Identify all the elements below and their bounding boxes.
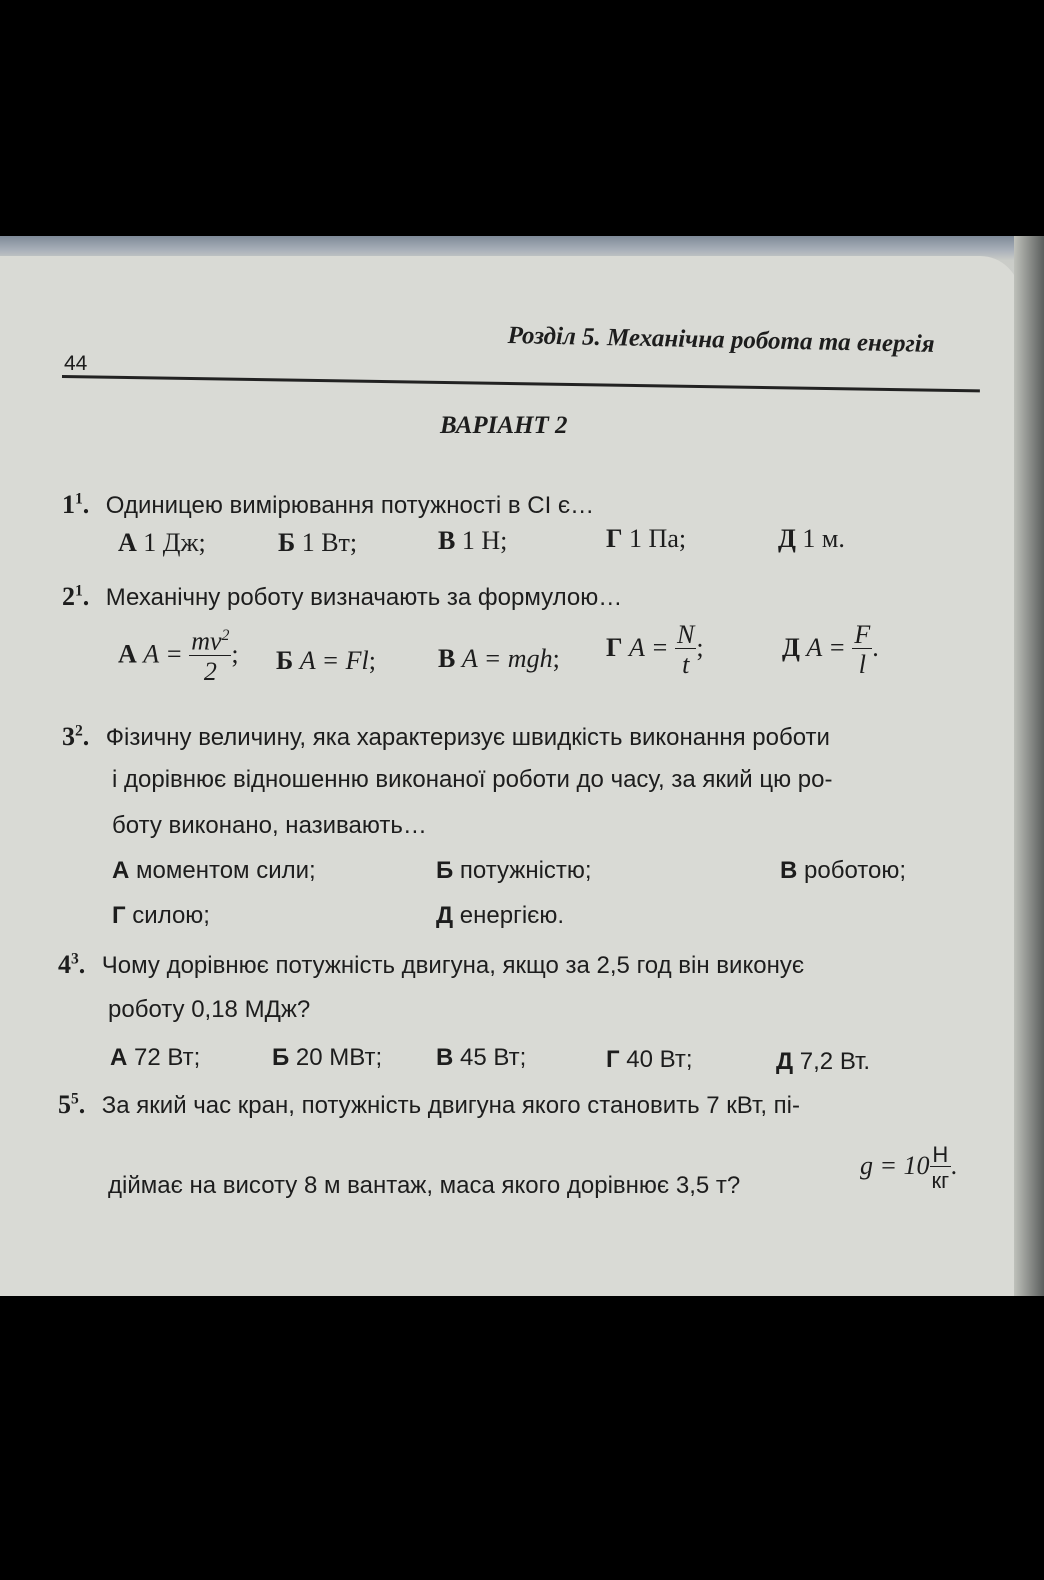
q2-option-d-fraction: $\frac{F}{l}$ <box>854 620 871 679</box>
q2-option-d: Д A = $\frac{F}{l}$ . <box>782 620 879 679</box>
q3-option-d: Д енергією. <box>436 902 565 929</box>
question-4-number: 4 <box>58 950 71 979</box>
question-2: $2^1$. Механічну роботу визначають за формулою… <box>62 582 623 611</box>
q2-option-g-fraction: $\frac{N}{t}$ <box>677 620 695 679</box>
q4-option-g: Г 40 Вт; <box>606 1046 693 1073</box>
variant-title: ВАРІАНТ 2 <box>440 412 568 439</box>
question-5-g-formula: g = 10 $\frac{Н}{кг}$ . <box>860 1142 958 1193</box>
question-4-line-1: Чому дорівнює потужність двигуна, якщо за 2,5 год він виконує <box>101 952 805 979</box>
q3-option-g: Г силою; <box>112 902 210 929</box>
question-4: $4^3$. Чому дорівнює потужність двигуна, якщо за 2,5 год він виконує <box>58 950 805 979</box>
question-3: $3^2$. Фізичну величину, яка характеризує швидкість виконання роботи <box>62 722 830 751</box>
question-1-text: Одиницею вимірювання потужності в СІ є… <box>105 492 595 519</box>
page-edge <box>1014 236 1044 1296</box>
q2-option-b: Б A = Fl; <box>276 646 376 675</box>
q1-option-g: Г 1 Па; <box>606 524 687 553</box>
question-5-line-1: За який час кран, потужність двигуна якого становить 7 кВт, пі- <box>101 1092 800 1119</box>
question-2-number: 2 <box>62 582 75 611</box>
q3-option-a: А моментом сили; <box>112 857 316 884</box>
question-5-line-2: діймає на висоту 8 м вантаж, маса якого дорівнює 3,5 т? <box>108 1172 741 1199</box>
g-unit-fraction: $\frac{Н}{кг}$ <box>931 1142 950 1193</box>
q2-option-v: В A = mgh; <box>438 644 560 673</box>
question-3-level: 2 <box>75 722 83 740</box>
q4-option-a: А 72 Вт; <box>110 1044 201 1071</box>
q1-option-a: А 1 Дж; <box>118 528 206 557</box>
question-3-number: 3 <box>62 722 75 751</box>
q3-option-v: В роботою; <box>780 857 907 884</box>
question-5-number: 5 <box>58 1090 71 1119</box>
q1-option-v: В 1 Н; <box>438 526 508 555</box>
question-3-line-1: Фізичну величину, яка характеризує швидкість виконання роботи <box>105 724 830 751</box>
question-3-line-2: і дорівнює відношенню виконаної роботи до часу, за який цю ро- <box>112 766 833 793</box>
page-number: 44 <box>64 352 88 375</box>
question-2-text: Механічну роботу визначають за формулою… <box>105 584 623 611</box>
question-1-number: 1 <box>62 490 75 519</box>
q3-option-b: Б потужністю; <box>436 857 592 884</box>
question-5-level: 5 <box>71 1090 79 1108</box>
q4-option-v: В 45 Вт; <box>436 1044 527 1071</box>
q2-option-a-fraction: $\frac{mv^2}{2}$ <box>191 626 230 686</box>
question-4-level: 3 <box>71 950 79 968</box>
q2-option-a: А A = $\frac{mv^2}{2}$ ; <box>118 626 239 686</box>
q4-option-b: Б 20 МВт; <box>272 1044 383 1071</box>
question-5: $5^5$. За який час кран, потужність двигуна якого становить 7 кВт, пі- <box>58 1090 800 1119</box>
question-3-line-3: боту виконано, називають… <box>112 812 427 839</box>
question-1: $1^1$. Одиницею вимірювання потужності в СІ є… <box>62 490 595 519</box>
q1-option-d: Д 1 м. <box>778 524 845 553</box>
question-1-level: 1 <box>75 490 83 508</box>
question-4-line-2: роботу 0,18 МДж? <box>108 996 311 1023</box>
q4-option-d: Д 7,2 Вт. <box>776 1048 871 1075</box>
q1-option-b: Б 1 Вт; <box>278 528 358 557</box>
section-title: Розділ 5. Механічна робота та енергія <box>507 322 935 358</box>
q2-option-g: Г A = $\frac{N}{t}$ ; <box>606 620 704 679</box>
question-2-level: 1 <box>75 582 83 600</box>
